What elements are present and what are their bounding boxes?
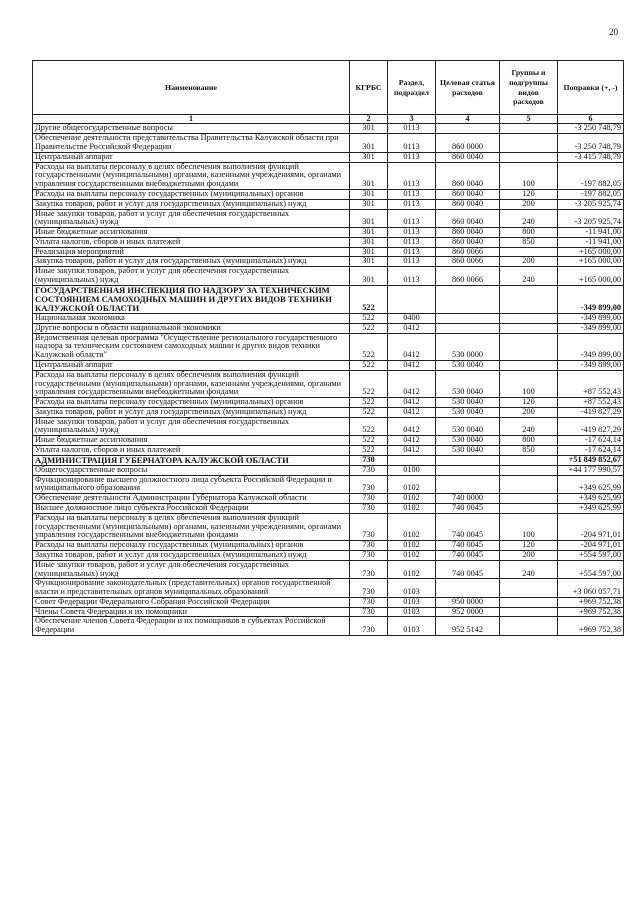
header-ktrbs: КГРБС bbox=[350, 61, 388, 115]
row-target bbox=[436, 465, 500, 475]
table-body bbox=[33, 124, 624, 636]
table-row bbox=[33, 455, 624, 465]
table-row bbox=[33, 152, 624, 162]
table-row bbox=[33, 285, 624, 313]
row-name: Закупка товаров, работ и услуг для государственных (муниципальных) нужд bbox=[33, 199, 350, 209]
row-amount: +554 597,00 bbox=[558, 550, 624, 560]
table-row bbox=[33, 550, 624, 560]
row-section: 0400 bbox=[388, 314, 436, 324]
row-target: 740 0045 bbox=[436, 550, 500, 560]
row-target: 860 0066 bbox=[436, 257, 500, 267]
row-name: Закупка товаров, работ и услуг для государственных (муниципальных) нужд bbox=[33, 257, 350, 267]
row-ktrbs: 301 bbox=[350, 189, 388, 199]
row-section: 0103 bbox=[388, 617, 436, 636]
row-name: Расходы на выплаты персоналу в целях обеспечения выполнения функций государственными (муниципальными) органами, казенными учреждениями, органами управления государственными внебюджетными фондами bbox=[33, 370, 350, 397]
row-target: 860 0040 bbox=[436, 162, 500, 189]
row-section: 0412 bbox=[388, 323, 436, 333]
table-row bbox=[33, 504, 624, 514]
row-target: 530 0000 bbox=[436, 333, 500, 360]
row-group: 850 bbox=[500, 237, 558, 247]
row-group bbox=[500, 475, 558, 494]
row-target bbox=[436, 579, 500, 598]
row-amount: +87 552,43 bbox=[558, 370, 624, 397]
row-name: Иные закупки товаров, работ и услуг для обеспечения государственных (муниципальных) нужд bbox=[33, 209, 350, 228]
row-section: 0412 bbox=[388, 417, 436, 436]
row-ktrbs: 301 bbox=[350, 124, 388, 134]
row-amount: -349 899,00 bbox=[558, 323, 624, 333]
row-name: Закупка товаров, работ и услуг для государственных (муниципальных) нужд bbox=[33, 407, 350, 417]
row-amount: +349 625,99 bbox=[558, 475, 624, 494]
row-ktrbs: 301 bbox=[350, 199, 388, 209]
row-target bbox=[436, 323, 500, 333]
column-number: 4 bbox=[436, 115, 500, 124]
table-row bbox=[33, 323, 624, 333]
row-group bbox=[500, 124, 558, 134]
column-number: 2 bbox=[350, 115, 388, 124]
table-row bbox=[33, 541, 624, 551]
row-name: Расходы на выплаты персоналу государственных (муниципальных) органов bbox=[33, 189, 350, 199]
row-name: Функционирование высшего должностного лица субъекта Российской Федерации и муниципального образования bbox=[33, 475, 350, 494]
row-target: 860 0040 bbox=[436, 209, 500, 228]
row-amount: -419 827,29 bbox=[558, 417, 624, 436]
row-ktrbs: 301 bbox=[350, 257, 388, 267]
row-target: 860 0040 bbox=[436, 189, 500, 199]
row-section: 0113 bbox=[388, 237, 436, 247]
row-name: Реализация мероприятий bbox=[33, 247, 350, 257]
row-section: 0412 bbox=[388, 360, 436, 370]
row-target: 530 0040 bbox=[436, 360, 500, 370]
row-ktrbs: 730 bbox=[350, 541, 388, 551]
table-row bbox=[33, 162, 624, 189]
row-ktrbs: 730 bbox=[350, 513, 388, 540]
table-row bbox=[33, 267, 624, 286]
row-ktrbs: 301 bbox=[350, 247, 388, 257]
row-target: 740 0045 bbox=[436, 541, 500, 551]
row-target: 740 0045 bbox=[436, 504, 500, 514]
column-number: 5 bbox=[500, 115, 558, 124]
row-amount: +87 552,43 bbox=[558, 398, 624, 408]
row-ktrbs: 730 bbox=[350, 494, 388, 504]
row-section: 0412 bbox=[388, 398, 436, 408]
row-ktrbs: 522 bbox=[350, 360, 388, 370]
row-group bbox=[500, 494, 558, 504]
row-amount: -204 971,01 bbox=[558, 513, 624, 540]
row-amount: +349 625,99 bbox=[558, 504, 624, 514]
row-name: Расходы на выплаты персоналу в целях обеспечения выполнения функций государственными (муниципальными) органами, казенными учреждениями, органами управления государственными внебюджетными фондами bbox=[33, 513, 350, 540]
row-group bbox=[500, 152, 558, 162]
row-section: 0113 bbox=[388, 247, 436, 257]
row-group bbox=[500, 607, 558, 617]
row-name: Центральный аппарат bbox=[33, 360, 350, 370]
row-target: 530 0040 bbox=[436, 398, 500, 408]
row-group: 850 bbox=[500, 446, 558, 456]
row-amount: -349 899,00 bbox=[558, 285, 624, 313]
row-name: АДМИНИСТРАЦИЯ ГУБЕРНАТОРА КАЛУЖСКОЙ ОБЛАСТИ bbox=[33, 455, 350, 465]
header-target: Целевая статья расходов bbox=[436, 61, 500, 115]
row-group bbox=[500, 134, 558, 153]
row-group bbox=[500, 314, 558, 324]
table-row bbox=[33, 513, 624, 540]
row-group: 100 bbox=[500, 513, 558, 540]
row-name: Функционирование законодательных (представительных) органов государственной власти и представительных органов муниципальных образований bbox=[33, 579, 350, 598]
row-target: 740 0045 bbox=[436, 560, 500, 579]
row-section: 0113 bbox=[388, 228, 436, 238]
row-section: 0113 bbox=[388, 189, 436, 199]
row-group: 240 bbox=[500, 560, 558, 579]
row-ktrbs: 301 bbox=[350, 267, 388, 286]
row-target: 952 0000 bbox=[436, 607, 500, 617]
row-name: Центральный аппарат bbox=[33, 152, 350, 162]
row-section: 0102 bbox=[388, 494, 436, 504]
row-group: 240 bbox=[500, 417, 558, 436]
table-header-row bbox=[33, 61, 624, 115]
row-ktrbs: 730 bbox=[350, 475, 388, 494]
row-ktrbs: 301 bbox=[350, 237, 388, 247]
row-section: 0412 bbox=[388, 333, 436, 360]
row-name: Иные закупки товаров, работ и услуг для обеспечения государственных (муниципальных) нужд bbox=[33, 560, 350, 579]
table-row bbox=[33, 475, 624, 494]
row-section: 0100 bbox=[388, 465, 436, 475]
row-section bbox=[388, 285, 436, 313]
table-row bbox=[33, 333, 624, 360]
row-target: 860 0066 bbox=[436, 267, 500, 286]
row-section: 0103 bbox=[388, 579, 436, 598]
header-groups: Группы и подгруппы видов расходов bbox=[500, 61, 558, 115]
row-ktrbs: 730 bbox=[350, 560, 388, 579]
row-name: Расходы на выплаты персоналу государственных (муниципальных) органов bbox=[33, 541, 350, 551]
row-section bbox=[388, 455, 436, 465]
column-number: 6 bbox=[558, 115, 624, 124]
row-ktrbs: 522 bbox=[350, 446, 388, 456]
table-row bbox=[33, 314, 624, 324]
table-row bbox=[33, 228, 624, 238]
row-section: 0102 bbox=[388, 475, 436, 494]
row-group bbox=[500, 504, 558, 514]
row-section: 0103 bbox=[388, 607, 436, 617]
row-name: Иные закупки товаров, работ и услуг для обеспечения государственных (муниципальных) нужд bbox=[33, 267, 350, 286]
row-target: 860 0066 bbox=[436, 247, 500, 257]
row-section: 0113 bbox=[388, 162, 436, 189]
row-section: 0412 bbox=[388, 446, 436, 456]
row-section: 0113 bbox=[388, 199, 436, 209]
row-target: 530 0040 bbox=[436, 446, 500, 456]
row-amount: -204 971,01 bbox=[558, 541, 624, 551]
row-amount: +969 752,38 bbox=[558, 597, 624, 607]
row-name: Расходы на выплаты персоналу государственных (муниципальных) органов bbox=[33, 398, 350, 408]
row-group: 120 bbox=[500, 541, 558, 551]
row-ktrbs: 730 bbox=[350, 465, 388, 475]
row-ktrbs: 522 bbox=[350, 436, 388, 446]
row-group bbox=[500, 323, 558, 333]
row-section: 0113 bbox=[388, 257, 436, 267]
row-name: Совет Федерации Федерального Собрания Российской Федерации bbox=[33, 597, 350, 607]
row-ktrbs: 522 bbox=[350, 323, 388, 333]
row-group: 200 bbox=[500, 407, 558, 417]
row-ktrbs: 522 bbox=[350, 314, 388, 324]
table-row bbox=[33, 189, 624, 199]
row-amount: -11 941,00 bbox=[558, 237, 624, 247]
row-ktrbs: 522 bbox=[350, 370, 388, 397]
row-target: 530 0040 bbox=[436, 417, 500, 436]
row-amount: +165 000,00 bbox=[558, 267, 624, 286]
table-row bbox=[33, 370, 624, 397]
row-target: 950 0000 bbox=[436, 597, 500, 607]
row-group: 240 bbox=[500, 209, 558, 228]
row-amount: -17 624,14 bbox=[558, 446, 624, 456]
table-row bbox=[33, 446, 624, 456]
row-amount: -349 899,00 bbox=[558, 360, 624, 370]
table-row bbox=[33, 134, 624, 153]
row-ktrbs: 522 bbox=[350, 333, 388, 360]
row-name: Национальная экономика bbox=[33, 314, 350, 324]
row-name: Общегосударственные вопросы bbox=[33, 465, 350, 475]
row-ktrbs: 301 bbox=[350, 134, 388, 153]
row-amount: -17 624,14 bbox=[558, 436, 624, 446]
row-section: 0103 bbox=[388, 597, 436, 607]
row-group: 200 bbox=[500, 257, 558, 267]
row-ktrbs: 301 bbox=[350, 152, 388, 162]
row-section: 0113 bbox=[388, 267, 436, 286]
table-row bbox=[33, 617, 624, 636]
row-group bbox=[500, 465, 558, 475]
row-ktrbs: 730 bbox=[350, 550, 388, 560]
row-name: Высшее должностное лицо субъекта Российской Федерации bbox=[33, 504, 350, 514]
table-row bbox=[33, 237, 624, 247]
row-amount: -3 250 748,79 bbox=[558, 134, 624, 153]
table-row bbox=[33, 407, 624, 417]
row-amount: -3 250 748,79 bbox=[558, 124, 624, 134]
row-ktrbs: 301 bbox=[350, 162, 388, 189]
row-amount: -349 899,00 bbox=[558, 314, 624, 324]
header-name: Наименование bbox=[33, 61, 350, 115]
row-ktrbs: 522 bbox=[350, 285, 388, 313]
row-amount: +165 000,00 bbox=[558, 247, 624, 257]
row-amount: -3 205 925,74 bbox=[558, 199, 624, 209]
row-section: 0102 bbox=[388, 504, 436, 514]
row-group bbox=[500, 333, 558, 360]
row-ktrbs: 301 bbox=[350, 228, 388, 238]
row-group: 800 bbox=[500, 228, 558, 238]
page-number: 20 bbox=[609, 27, 618, 37]
table-row bbox=[33, 199, 624, 209]
table-row bbox=[33, 360, 624, 370]
row-name: Уплата налогов, сборов и иных платежей bbox=[33, 446, 350, 456]
row-group: 200 bbox=[500, 550, 558, 560]
row-target: 860 0040 bbox=[436, 152, 500, 162]
row-ktrbs: 730 bbox=[350, 504, 388, 514]
row-target bbox=[436, 285, 500, 313]
row-section: 0113 bbox=[388, 209, 436, 228]
row-amount: -349 899,00 bbox=[558, 333, 624, 360]
row-amount: +969 752,38 bbox=[558, 607, 624, 617]
row-ktrbs: 730 bbox=[350, 579, 388, 598]
row-section: 0113 bbox=[388, 124, 436, 134]
row-group: 120 bbox=[500, 189, 558, 199]
row-amount: -3 415 748,79 bbox=[558, 152, 624, 162]
row-section: 0113 bbox=[388, 134, 436, 153]
row-amount: -197 882,05 bbox=[558, 162, 624, 189]
row-amount: +165 000,00 bbox=[558, 257, 624, 267]
row-group: 100 bbox=[500, 370, 558, 397]
row-amount: +349 625,99 bbox=[558, 494, 624, 504]
row-amount: +554 597,00 bbox=[558, 560, 624, 579]
row-target bbox=[436, 124, 500, 134]
row-amount: -11 941,00 bbox=[558, 228, 624, 238]
row-section: 0102 bbox=[388, 560, 436, 579]
row-group: 120 bbox=[500, 398, 558, 408]
row-group bbox=[500, 285, 558, 313]
row-target: 530 0040 bbox=[436, 407, 500, 417]
row-name: Иные бюджетные ассигнования bbox=[33, 228, 350, 238]
row-section: 0412 bbox=[388, 436, 436, 446]
row-target: 860 0040 bbox=[436, 228, 500, 238]
row-name: Иные бюджетные ассигнования bbox=[33, 436, 350, 446]
row-ktrbs: 730 bbox=[350, 597, 388, 607]
row-name: Закупка товаров, работ и услуг для государственных (муниципальных) нужд bbox=[33, 550, 350, 560]
row-section: 0102 bbox=[388, 513, 436, 540]
row-amount: -419 827,29 bbox=[558, 407, 624, 417]
row-amount: -3 205 925,74 bbox=[558, 209, 624, 228]
row-target bbox=[436, 455, 500, 465]
row-target: 740 0000 bbox=[436, 494, 500, 504]
table-row bbox=[33, 465, 624, 475]
column-number: 3 bbox=[388, 115, 436, 124]
row-ktrbs: 730 bbox=[350, 617, 388, 636]
row-target: 860 0040 bbox=[436, 199, 500, 209]
header-section: Раздел, подраздел bbox=[388, 61, 436, 115]
row-group bbox=[500, 360, 558, 370]
row-target: 952 5142 bbox=[436, 617, 500, 636]
row-group bbox=[500, 579, 558, 598]
row-section: 0412 bbox=[388, 407, 436, 417]
row-ktrbs: 522 bbox=[350, 417, 388, 436]
table-row bbox=[33, 209, 624, 228]
row-name: Другие общегосударственные вопросы bbox=[33, 124, 350, 134]
row-group: 800 bbox=[500, 436, 558, 446]
table-row bbox=[33, 579, 624, 598]
row-target bbox=[436, 314, 500, 324]
row-name: Расходы на выплаты персоналу в целях обеспечения выполнения функций государственными (муниципальными) органами, казенными учреждениями, органами управления государственными внебюджетными фондами bbox=[33, 162, 350, 189]
row-section: 0102 bbox=[388, 550, 436, 560]
row-name: ГОСУДАРСТВЕННАЯ ИНСПЕКЦИЯ ПО НАДЗОРУ ЗА ТЕХНИЧЕСКИМ СОСТОЯНИЕМ САМОХОДНЫХ МАШИН И ДРУГИХ ВИДОВ ТЕХНИКИ КАЛУЖСКОЙ ОБЛАСТИ bbox=[33, 285, 350, 313]
row-name: Другие вопросы в области национальной экономики bbox=[33, 323, 350, 333]
row-name: Ведомственная целевая программа "Осуществление регионального государственного надзора за техническим состоянием самоходных машин и других видов техники Калужской области" bbox=[33, 333, 350, 360]
row-name: Обеспечение деятельности Администрации Губернатора Калужской области bbox=[33, 494, 350, 504]
row-group: 100 bbox=[500, 162, 558, 189]
row-group: 240 bbox=[500, 267, 558, 286]
row-ktrbs: 730 bbox=[350, 607, 388, 617]
row-target bbox=[436, 475, 500, 494]
table-row bbox=[33, 560, 624, 579]
row-group bbox=[500, 617, 558, 636]
table-row bbox=[33, 417, 624, 436]
row-name: Обеспечение членов Совета Федерации и их помощников в субъектах Российской Федерации bbox=[33, 617, 350, 636]
row-amount: +3 060 057,71 bbox=[558, 579, 624, 598]
row-amount: +51 849 852,67 bbox=[558, 455, 624, 465]
row-amount: +969 752,38 bbox=[558, 617, 624, 636]
row-target: 530 0040 bbox=[436, 436, 500, 446]
row-amount: -197 882,05 bbox=[558, 189, 624, 199]
row-name: Члены Совета Федерации и их помощники bbox=[33, 607, 350, 617]
row-name: Обеспечение деятельности представительства Правительства Калужской области при Правительстве Российской Федерации bbox=[33, 134, 350, 153]
row-name: Уплата налогов, сборов и иных платежей bbox=[33, 237, 350, 247]
row-ktrbs: 730 bbox=[350, 455, 388, 465]
row-section: 0412 bbox=[388, 370, 436, 397]
row-group bbox=[500, 597, 558, 607]
budget-amendments-table bbox=[32, 60, 624, 636]
row-section: 0113 bbox=[388, 152, 436, 162]
row-ktrbs: 522 bbox=[350, 407, 388, 417]
header-amendments: Поправки (+, -) bbox=[558, 61, 624, 115]
table-row bbox=[33, 597, 624, 607]
column-number: 1 bbox=[33, 115, 350, 124]
row-target: 860 0000 bbox=[436, 134, 500, 153]
row-group bbox=[500, 455, 558, 465]
row-ktrbs: 301 bbox=[350, 209, 388, 228]
table-row bbox=[33, 398, 624, 408]
row-target: 740 0045 bbox=[436, 513, 500, 540]
row-name: Иные закупки товаров, работ и услуг для обеспечения государственных (муниципальных) нужд bbox=[33, 417, 350, 436]
row-group: 200 bbox=[500, 199, 558, 209]
row-target: 530 0040 bbox=[436, 370, 500, 397]
row-ktrbs: 522 bbox=[350, 398, 388, 408]
row-target: 860 0040 bbox=[436, 237, 500, 247]
row-section: 0102 bbox=[388, 541, 436, 551]
row-amount: +44 177 990,57 bbox=[558, 465, 624, 475]
